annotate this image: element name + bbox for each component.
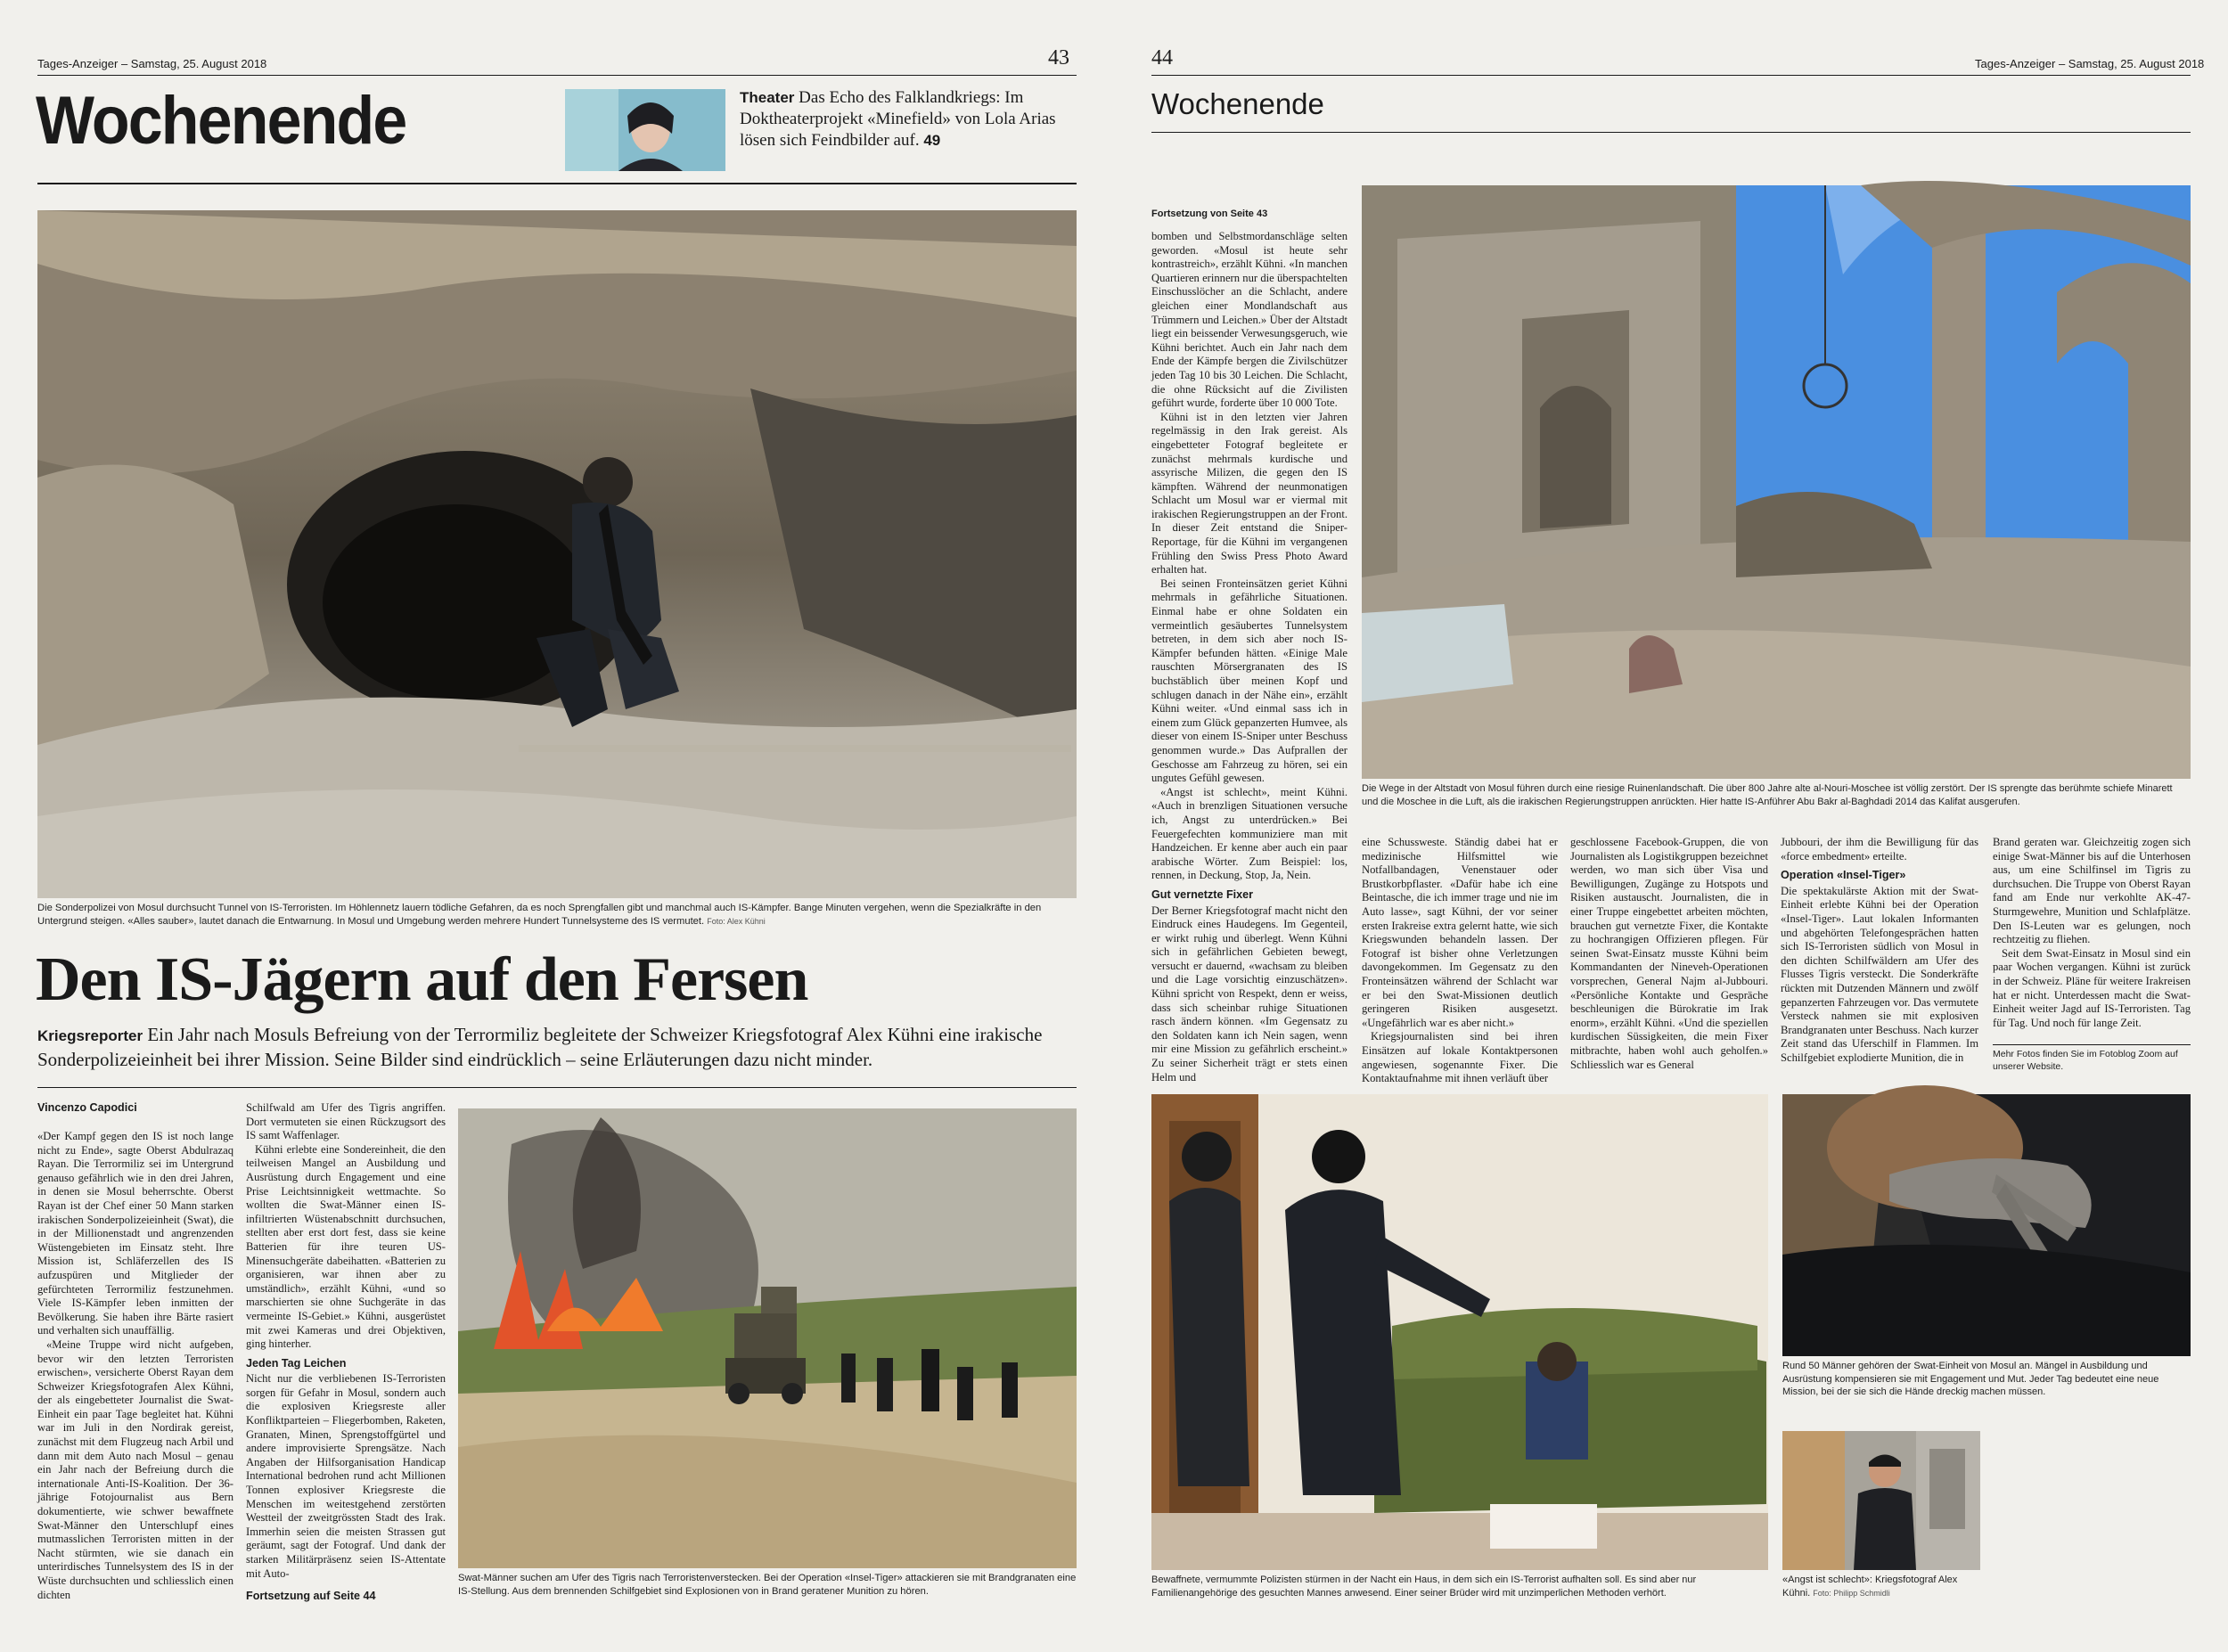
main-photo-caption [37,902,1077,928]
paragraph: Brand geraten war. Gleichzeitig zogen sich einige Swat-Männer bis auf die Unterhosen aus, um eine Schilfinsel im Tigris zu durchsuchen. Die Truppe von Oberst Rayan fand am Ende nur verkohlte AK-47-Sturmgewehre, Munition und Schlafplätze. Den IS-Leuten war es gelungen, noch rechtzeitig zu fliehen. [1993,836,2191,946]
paragraph: bomben und Selbstmordanschläge selten geworden. «Mosul ist heute sehr kontrastreich», erzählt Kühni. «In manchen Quartieren erinnern nur die überspachtelten Einschusslöcher an die Schlacht, andere gleichen einer Mondlandschaft aus Trümmern und Leichen.» Über der Altstadt liegt ein beissender Verwesungsgeruch, wie Kühni berichtet. Auch ein Jahr nach dem Ende der Kämpfe bergen die Zivilschützer jeden Tag 10 bis 30 Leichen. Die Schlacht, die ohne Rücksicht auf die Zivilisten geführt wurde, forderte über 10 000 Tote. [1151,230,1347,410]
paragraph: «Der Kampf gegen den IS ist noch lange nicht zu Ende», sagte Oberst Abdulrazaq Rayan. Die Terrormiliz sei im Untergrund genauso gefährlich wie in den drei Jahren, in denen sie Mosul beherrschte. Oberst Rayan ist der Chef einer 50 Mann starken irakischen Sonderpolizeieinheit (Swat), die in der Millionenstadt und angrenzenden Wüstengebieten im Einsatz steht. Ihre Mission ist, Schläferzellen des IS aufzuspüren und Mitglieder der gefürchteten Terrormiliz festzunehmen. Viele IS-Kämpfer leben inmitten der Bevölkerung. Sie haben ihre Bärte rasiert und verhalten sich unauffällig. [37,1130,233,1337]
photo-portrait-caption [1782,1574,1980,1599]
photo-hand-caption: Rund 50 Männer gehören der Swat-Einheit von Mosul an. Mängel in Ausbildung und Ausrüstung kompensieren sie mit Engagement und Mut. Jeder Tag bedeutet eine neue Mission, bei der sie sich die Hände dreckig machen müssen. [1782,1361,2159,1397]
continued-from: Fortsetzung von Seite 43 [1151,209,1268,219]
teaser-page-ref: 49 [923,132,941,149]
right-page-number: 44 [1151,46,1173,70]
paragraph: geschlossene Facebook-Gruppen, die von Journalisten als Logistikgruppen bezeichnet werden, wo man sich über Visa und Bewilligungen, Zugänge zu Hotspots und Risiken austauscht. Journalisten, die in einer Truppe eingebettet arbeiten möchten, brauchen gut vernetzte Fixer, die Kontakte zu hochrangigen Offizieren pflegen. Für seinen Swat-Einsatz musste Kühni beim Kommandanten der Nineveh-Operationen vorsprechen, General Najm al-Jubbouri. «Persönliche Kontakte und Gespräche beschleunigen die Bürokratie im Irak enorm», erzählt Kühni. «Und die speziellen kurdischen Süssigkeiten, die mein Fixer mitbrachte, haben wohl auch geholfen.» Schliesslich war es General [1570,836,1768,1071]
paragraph: Die spektakulärste Aktion mit der Swat-Einheit erlebte Kühni bei der Operation «Insel-Tiger». Laut lokalen Informanten und abgehörten Telefongesprächen hatten sich IS-Terroristen südlich von Mosul in den dichten Schilfwäldern am Ufer des Flusses Tigris versteckt. Die Sonderkräfte rückten mit Dutzenden Männern und zwölf gepanzerten Fahrzeugen vor. Das vermutete Versteck nahmen sie mit explosiven Brandgranaten unter Beschuss. Nach kurzer Zeit stand das Uferschilf in Flammen. Im Schilfgebiet explodierte Munition, die in [1781,884,1978,1064]
photo-portrait-credit: Foto: Philipp Schmidli [1813,1588,1890,1598]
paragraph: Bei seinen Fronteinsätzen geriet Kühni mehrmals in gefährliche Situationen. Einmal habe er ohne Soldaten ein vermeintlich gesäubertes Tunnelsystem betreten, in dem sich aber noch IS-Kämpfer befunden hätten. «Einige Male rauschten Mörsergranaten des IS buchstäblich über meinen Kopf und schlugen danach in der Nähe ein», erzählt Kühni weiter. «Und einmal sass ich in einem zum Glück gepanzerten Humvee, als dieser von einem IS-Sniper unter Beschuss genommen wurde.» Das Aufprallen der Geschosse am Fahrzeug zu hören, sei ein ungutes Gefühl gewesen. [1151,577,1347,785]
subheading: Jeden Tag Leichen [246,1356,347,1370]
teaser-kicker: Theater [740,89,795,106]
paragraph: Seit dem Swat-Einsatz in Mosul sind ein paar Wochen vergangen. Kühni ist zurück in der Schweiz. Pläne für weitere Irakreisen hat er nicht. Unterdessen macht die Swat-Einheit weiter Jagd auf IS-Terroristen. Tag für Tag. Und noch für lange Zeit. [1993,946,2191,1029]
article-col-d [1781,836,1978,1075]
paragraph: Kriegsjournalisten sind bei ihren Einsätzen auf lokale Kontaktpersonen angewiesen, sogenannte Fixer. Die Kontaktaufnahme mit ihnen verläuft über [1362,1030,1558,1085]
left-page-number: 43 [1048,46,1069,70]
article-col-2 [246,1101,446,1587]
paragraph: «Meine Truppe wird nicht aufgeben, bevor wir den letzten Terroristen erwischen», versicherte Oberst Rayan dem Schweizer Kriegsfotografen Alex Kühni, der als eingebetteter Journalist die Swat-Einheit ein paar Tage begleitet hat. Kühni war im Juli in den Nordirak gereist, zunächst mit dem Flugzeug nach Arbil und dann mit dem Auto nach Mosul – genau ein Jahr nach der Befreiung durch die internationale Anti-IS-Koalition. Der 36-jährige Fotojournalist aus Bern dokumentierte, wie schwer bewaffnete Swat-Männer den Unterschlupf eines mutmasslichen Terroristen mitten in der Nacht stürmten, wie sie danach ein unterirdisches Tunnelsystem des IS in der Wüste durchsuchten und schliesslich einen dichten [37,1337,233,1601]
main-photo-caption-text: Die Sonderpolizei von Mosul durchsucht Tunnel von IS-Terroristen. Im Höhlennetz lauern tödliche Gefahren, da es noch Sprengfallen gibt und manchmal auch IS-Kämpfer. Bange Minuten vergehen, wenn die Spezialkräfte in den Untergrund steigen. «Alles sauber», lautet danach die Entwarnung. In Mosul und Umgebung werden mehrere Hundert Tunnelsysteme des IS vermutet. [37,903,1042,927]
section-title: Wochenende [36,83,406,159]
main-photo-credit: Foto: Alex Kühni [707,917,766,926]
teaser[interactable] [740,87,1078,151]
subheading: Gut vernetzte Fixer [1151,887,1254,901]
photo-house-raid[interactable] [1151,1094,1768,1570]
author: Vincenzo Capodici [37,1101,137,1114]
article-col-e [1993,836,2191,1041]
lead-text: Ein Jahr nach Mosuls Befreiung von der Terrormiliz begleitete der Schweizer Kriegsfotograf Alex Kühni eine irakische Sonderpolizeieinheit bei ihrer Mission. Seine Bilder sind eindrücklich – seine Erläuterungen dazu nicht minder. [37,1024,1043,1070]
photo-tigris-caption: Swat-Männer suchen am Ufer des Tigris nach Terroristenverstecken. Bei der Operation «Insel-Tiger» attackieren sie mit Brandgranaten eine IS-Stellung. Aus dem brennenden Schilfgebiet sind Explosionen von in Brand geratener Munition zu hören. [458,1573,1077,1597]
photo-mosque-ruins[interactable] [1362,185,2191,779]
lead [37,1023,1077,1071]
teaser-portrait[interactable] [565,89,725,171]
paragraph: Der Berner Kriegsfotograf macht nicht den Eindruck eines Haudegens. Im Gegenteil, er wirkt ruhig und überlegt. Wenn Kühni sich in gefährlichen Gebieten bewegt, versucht er dauernd, «wachsam zu bleiben und die Lage vorsichtig einzuschätzen». Kühni spricht von Respekt, denn er weiss, dass sich scheinbar ruhige Situationen rasch ändern können. «Im Gegensatz zu den Soldaten kann ich Nein sagen, wenn mir eine Mission zu gefährlich erscheint.» Zu seiner Sicherheit trägt er stets einen Helm und [1151,904,1347,1084]
left-page-header: Tages-Anzeiger – Samstag, 25. August 2018 [37,57,267,70]
main-photo-tunnel[interactable] [37,210,1077,898]
article-col-1 [37,1130,233,1602]
right-section-title: Wochenende [1151,87,1324,120]
subheading: Operation «Insel-Tiger» [1781,869,1906,882]
photo-mosque-caption: Die Wege in der Altstadt von Mosul führen durch eine riesige Ruinenlandschaft. Die über 800 Jahre alte al-Nouri-Moschee ist völlig zerstört. Der IS sprengte das berühmte schiefe Minarett und die Moschee in die Luft, als die irakischen Regierungstruppen anrückten. Hier hatte IS-Anführer Abu Bakr al-Baghdadi 2014 das Kalifat ausgerufen. [1362,783,2173,807]
article-col-b [1362,836,1558,1085]
paragraph: «Angst ist schlecht», meint Kühni. «Auch in brenzligen Situationen versuche ich, Angst zu unterdrücken.» Bei Feuergefechten kommuniziere man mit Handzeichen. Er kenne aber auch ein paar arabische Wörter. Zum Beispiel: los, rennen, in Deckung, Stop, Ja, Nein. [1151,785,1347,882]
paragraph: Kühni erlebte eine Sondereinheit, die den teilweisen Mangel an Ausbildung und Ausrüstung durch Engagement und eine Prise Leichtsinnigkeit wettmachte. So wollten die Swat-Männer einen IS-infiltrierten Wüstenabschnitt durchsuchen, stellten aber erst dort fest, dass sie keine Batterien für ihre teuren US-Minensuchgeräte dabeihatten. «Batterien zu organisieren, war ihnen aber zu umständlich», erzählt Kühni, «und so marschierten sie ohne Suchgeräte in das vermeinte IS-Gebiet.» Kühni, ausgerüstet mit zwei Kameras und drei Objektiven, ging hinterher. [246,1142,446,1351]
article-col-a [1151,230,1347,1084]
continued-link[interactable]: Fortsetzung auf Seite 44 [246,1590,376,1602]
article-col-c [1570,836,1768,1075]
photo-raid-caption: Bewaffnete, vermummte Polizisten stürmen in der Nacht ein Haus, in dem sich ein IS-Terrorist aufhalten soll. Es sind aber nur Familienangehörige des gesuchten Mannes anwesend. Einer seiner Brüder wird mit unzimperlichen Methoden verhört. [1151,1574,1697,1599]
photo-dirty-hand[interactable] [1782,1094,2191,1356]
fotoblog-note[interactable]: Mehr Fotos finden Sie im Fotoblog Zoom auf unserer Website. [1993,1049,2178,1072]
teaser-text: Das Echo des Falklandkriegs: Im Doktheaterprojekt «Minefield» von Lola Arias lösen sich Feindbilder auf. [740,88,1056,150]
lead-kicker: Kriegsreporter [37,1027,143,1044]
paragraph: Nicht nur die verbliebenen IS-Terroristen sorgen für Gefahr in Mosul, sondern auch die explosiven Kriegsreste aller Konfliktparteien – Fliegerbomben, Raketen, Granaten, Minen, Sprengstoffgürtel und andere improvisierte Sprengsätze. Nach Angaben der Hilfsorganisation Handicap International bedrohen rund acht Millionen Tonnen explosiver Kriegsreste die Menschen im weitestgehend zerstörten Westteil der zweitgrössten Stadt des Irak. Immerhin seien die meisten Strassen gut geräumt, sagt der Fotograf. Und dank der starken Militärpräsenz seien IS-Attentate mit Auto- [246,1372,446,1580]
right-page-header: Tages-Anzeiger – Samstag, 25. August 2018 [1975,57,2205,70]
paragraph: Jubbouri, der ihm die Bewilligung für das «force embedment» erteilte. [1781,836,1978,863]
photo-portrait-kuehni[interactable] [1782,1431,1980,1570]
paragraph: Schilfwald am Ufer des Tigris angriffen. Dort vermuteten sie einen Rückzugsort des IS samt Waffenlager. [246,1101,446,1142]
headline: Den IS-Jägern auf den Fersen [36,945,808,1014]
paragraph: eine Schussweste. Ständig dabei hat er medizinische Hilfsmittel wie Notfallbandagen, Venenstauer oder Brustkorbpflaster. «Dafür habe ich eine Beintasche, die ich immer trage und nie im Auto lasse», sagt Kühni, der vor seiner ersten Irakreise extra gelernt hatte, wie sich Kriegswunden behandeln lassen. Der Fotograf ist bisher ohne Verletzungen davongekommen. Im Gegensatz zu den Fronteinsätzen während der Schlacht war er bei den Swat-Missionen deutlich geringeren Risiken ausgesetzt. «Ungefährlich war es aber nicht.» [1362,836,1558,1029]
photo-tigris-fire[interactable] [458,1108,1077,1568]
paragraph: Kühni ist in den letzten vier Jahren regelmässig in den Irak gereist. Als eingebetteter Fotograf begleitete er zunächst mehrmals kurdische und assyrische Milizen, die gegen den IS kämpften. Während der neunmonatigen Schlacht um Mosul war er viermal mit irakischen Regierungstruppen an der Front. In dieser Zeit entstand die Sniper-Reportage, für die Kühni im vergangenen Frühling den Swiss Press Photo Award erhalten hat. [1151,410,1347,577]
photo-portrait-caption-text: «Angst ist schlecht»: Kriegsfotograf Alex Kühni. [1782,1574,1958,1599]
